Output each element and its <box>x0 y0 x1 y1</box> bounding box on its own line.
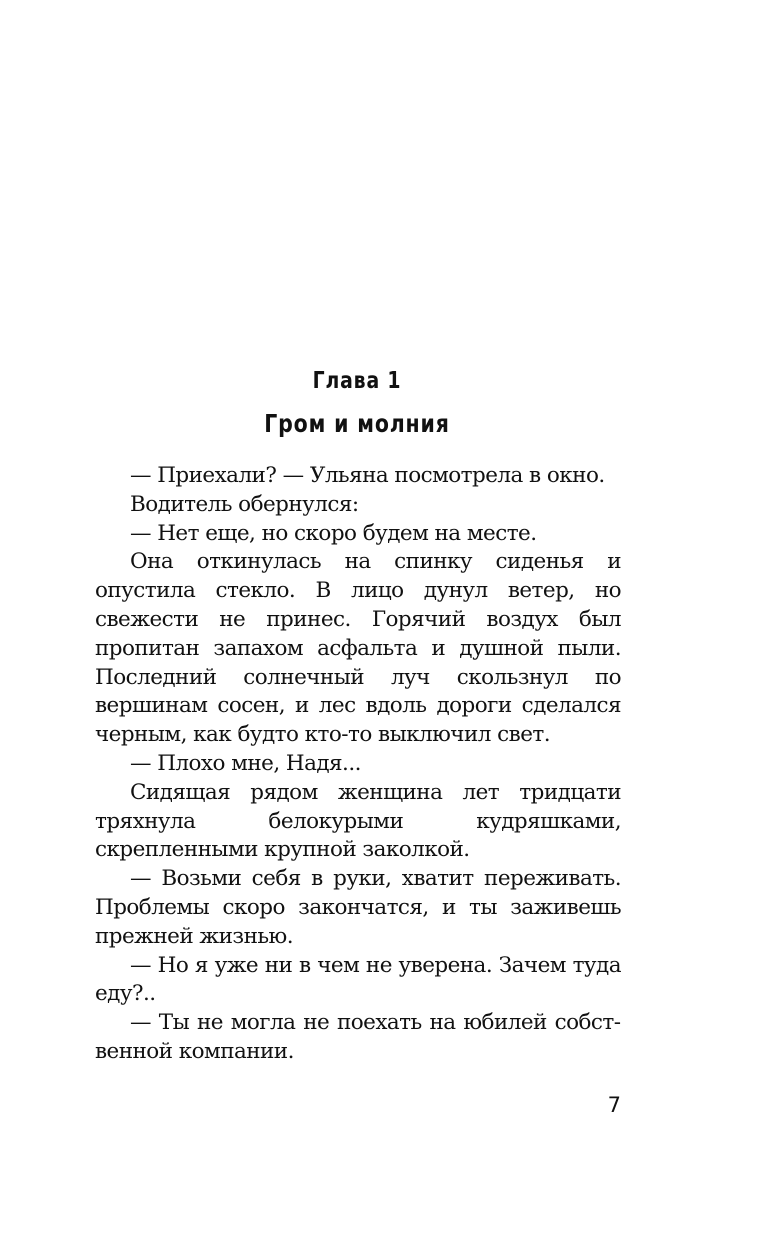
paragraph: Водитель обернулся: <box>130 491 359 517</box>
paragraph: — Ты не могла не поехать на юбилей собственной компании. <box>95 1010 621 1064</box>
paragraph: — Приехали? — Ульяна посмотрела в окно. <box>130 463 605 488</box>
paragraph: — Но я уже ни в чем не уверена. Зачем туда еду?.. <box>95 952 621 1007</box>
body-text <box>95 462 621 1067</box>
paragraph: Сидящая рядом женщина лет тридцати тряхнула белокурыми кудряшками, скрепленными крупной заколкой. <box>95 779 621 863</box>
paragraph: — Возьми себя в руки, хватит переживать. Проблемы скоро закончатся, и ты заживешь прежней жизнью. <box>95 866 621 949</box>
paragraph: — Плохо мне, Надя... <box>130 750 361 776</box>
paragraph: — Нет еще, но скоро будем на месте. <box>130 520 537 546</box>
chapter-label: Глава 1 <box>312 368 402 394</box>
chapter-title: Гром и молния <box>264 409 450 438</box>
paragraph: Она откинулась на спинку сиденья и опустила стекло. В лицо дунул ветер, но свежести не принес. Горячий воздух был пропитан запахом асфальта и душной пыли. Последний солнечный луч скользнул по вершинам сосен, и лес вдоль дороги сделался черным, как будто кто-то выключил свет. <box>95 549 621 748</box>
page-number: 7 <box>607 1093 621 1117</box>
